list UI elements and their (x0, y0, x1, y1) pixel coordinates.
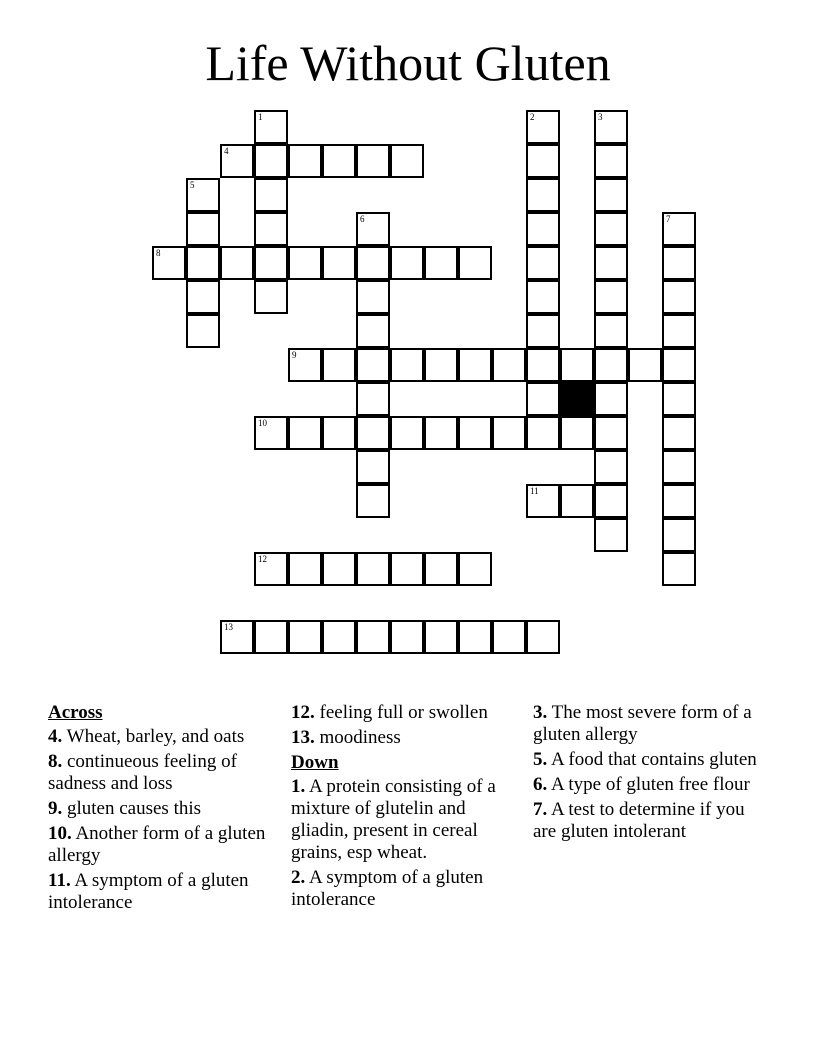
grid-cell[interactable] (662, 212, 696, 246)
clue-down-2: 2. A symptom of a gluten intolerance (291, 867, 484, 910)
grid-cell[interactable] (186, 212, 220, 246)
grid-cell[interactable] (526, 620, 560, 654)
clue-down-3: 3. The most severe form of a gluten allergy (533, 702, 752, 745)
grid-cell[interactable] (356, 348, 390, 382)
grid-cell[interactable] (254, 110, 288, 144)
clue-number: 11 (530, 486, 539, 496)
grid-cell[interactable] (254, 246, 288, 280)
grid-cell[interactable] (322, 144, 356, 178)
grid-cell[interactable] (322, 246, 356, 280)
clue-across-9: 9. gluten causes this (48, 798, 202, 819)
grid-cell[interactable] (662, 416, 696, 450)
clue-number: 6 (360, 214, 365, 224)
grid-cell[interactable] (356, 382, 390, 416)
grid-cell[interactable] (356, 314, 390, 348)
grid-cell[interactable] (594, 178, 628, 212)
grid-cell[interactable] (458, 416, 492, 450)
grid-cell[interactable] (662, 382, 696, 416)
grid-cell[interactable] (220, 620, 254, 654)
grid-cell[interactable] (288, 144, 322, 178)
grid-cell[interactable] (662, 314, 696, 348)
grid-cell[interactable] (186, 280, 220, 314)
grid-cell[interactable] (152, 246, 186, 280)
down-heading: Down (291, 752, 339, 773)
grid-cell[interactable] (526, 484, 560, 518)
clue-number: 9 (292, 350, 297, 360)
grid-cell[interactable] (424, 348, 458, 382)
grid-cell[interactable] (594, 518, 628, 552)
grid-cell[interactable] (594, 246, 628, 280)
clue-down-7: 7. A test to determine if you are gluten intolerant (533, 799, 745, 842)
grid-cell[interactable] (594, 416, 628, 450)
grid-cell[interactable] (390, 552, 424, 586)
grid-cell[interactable] (594, 348, 628, 382)
clue-down-1: 1. A protein consisting of a mixture of glutelin and gliadin, present in cereal grains, esp wheat. (291, 776, 496, 863)
clue-down-6: 6. A type of gluten free flour (533, 774, 750, 795)
grid-cell[interactable] (220, 144, 254, 178)
clue-number: 3 (598, 112, 603, 122)
grid-cell[interactable] (458, 552, 492, 586)
clue-number: 1 (258, 112, 263, 122)
grid-cell[interactable] (186, 314, 220, 348)
grid-cell[interactable] (356, 212, 390, 246)
grid-cell[interactable] (560, 416, 594, 450)
grid-cell[interactable] (288, 348, 322, 382)
grid-cell[interactable] (594, 382, 628, 416)
across-heading: Across (48, 702, 103, 723)
grid-cell[interactable] (186, 178, 220, 212)
grid-cell[interactable] (594, 450, 628, 484)
clue-across-11: 11. A symptom of a gluten intolerance (48, 870, 249, 913)
clue-across-12: 12. feeling full or swollen (291, 702, 488, 723)
grid-cell[interactable] (390, 246, 424, 280)
grid-cell[interactable] (322, 348, 356, 382)
clue-number: 2 (530, 112, 535, 122)
grid-cell[interactable] (526, 246, 560, 280)
grid-cell[interactable] (220, 246, 254, 280)
grid-cell[interactable] (322, 416, 356, 450)
clue-number: 13 (224, 622, 233, 632)
grid-cell[interactable] (662, 484, 696, 518)
grid-cell[interactable] (662, 518, 696, 552)
grid-cell[interactable] (356, 416, 390, 450)
clue-across-4: 4. Wheat, barley, and oats (48, 726, 245, 747)
grid-cell[interactable] (662, 280, 696, 314)
clues-column-1 (48, 702, 274, 917)
grid-cell[interactable] (322, 620, 356, 654)
grid-cell[interactable] (628, 348, 662, 382)
grid-cell[interactable] (526, 348, 560, 382)
grid-cell[interactable] (254, 416, 288, 450)
grid-cell[interactable] (356, 450, 390, 484)
clue-across-10: 10. Another form of a gluten allergy (48, 823, 266, 866)
grid-cell[interactable] (662, 552, 696, 586)
clue-down-5: 5. A food that contains gluten (533, 749, 757, 770)
grid-cell[interactable] (526, 382, 560, 416)
grid-cell[interactable] (424, 620, 458, 654)
grid-cell[interactable] (254, 144, 288, 178)
grid-cell[interactable] (594, 314, 628, 348)
grid-cell[interactable] (356, 280, 390, 314)
grid-cell[interactable] (458, 620, 492, 654)
grid-cell[interactable] (594, 110, 628, 144)
grid-cell[interactable] (492, 416, 526, 450)
clue-number: 8 (156, 248, 161, 258)
grid-cell[interactable] (424, 552, 458, 586)
black-cell (560, 382, 594, 416)
grid-cell[interactable] (526, 144, 560, 178)
grid-cell[interactable] (356, 484, 390, 518)
grid-cell[interactable] (424, 246, 458, 280)
grid-cell[interactable] (458, 246, 492, 280)
grid-cell[interactable] (492, 620, 526, 654)
grid-cell[interactable] (356, 552, 390, 586)
clue-number: 7 (666, 214, 671, 224)
grid-cell[interactable] (662, 348, 696, 382)
grid-cell[interactable] (526, 314, 560, 348)
grid-cell[interactable] (288, 620, 322, 654)
grid-cell[interactable] (254, 620, 288, 654)
grid-cell[interactable] (390, 348, 424, 382)
grid-cell[interactable] (254, 212, 288, 246)
grid-cell[interactable] (526, 178, 560, 212)
grid-cell[interactable] (594, 484, 628, 518)
grid-cell[interactable] (254, 280, 288, 314)
grid-cell[interactable] (662, 246, 696, 280)
grid-cell[interactable] (288, 552, 322, 586)
grid-cell[interactable] (594, 144, 628, 178)
clue-number: 10 (258, 418, 267, 428)
grid-cell[interactable] (356, 144, 390, 178)
grid-cell[interactable] (390, 144, 424, 178)
grid-cell[interactable] (492, 348, 526, 382)
clue-across-8: 8. continueous feeling of sadness and loss (48, 751, 237, 794)
clue-across-13: 13. moodiness (291, 727, 401, 748)
grid-cell[interactable] (356, 620, 390, 654)
grid-cell[interactable] (594, 212, 628, 246)
grid-cell[interactable] (390, 416, 424, 450)
clues-column-2 (291, 702, 517, 914)
grid-cell[interactable] (186, 246, 220, 280)
grid-cell[interactable] (356, 246, 390, 280)
grid-cell[interactable] (594, 280, 628, 314)
grid-cell[interactable] (424, 416, 458, 450)
clue-number: 4 (224, 146, 229, 156)
puzzle-title: Life Without Gluten (205, 35, 611, 91)
grid-cell[interactable] (526, 416, 560, 450)
grid-cell[interactable] (254, 552, 288, 586)
grid-cell[interactable] (662, 450, 696, 484)
clue-number: 5 (190, 180, 195, 190)
grid-cell[interactable] (458, 348, 492, 382)
grid-cell[interactable] (254, 178, 288, 212)
clue-number: 12 (258, 554, 267, 564)
grid-cell[interactable] (288, 246, 322, 280)
grid-cell[interactable] (526, 110, 560, 144)
grid-cell[interactable] (560, 484, 594, 518)
grid-cell[interactable] (526, 212, 560, 246)
grid-cell[interactable] (560, 348, 594, 382)
grid-cell[interactable] (322, 552, 356, 586)
grid-cell[interactable] (526, 280, 560, 314)
clues-column-3 (533, 702, 759, 846)
grid-cell[interactable] (288, 416, 322, 450)
grid-cell[interactable] (390, 620, 424, 654)
